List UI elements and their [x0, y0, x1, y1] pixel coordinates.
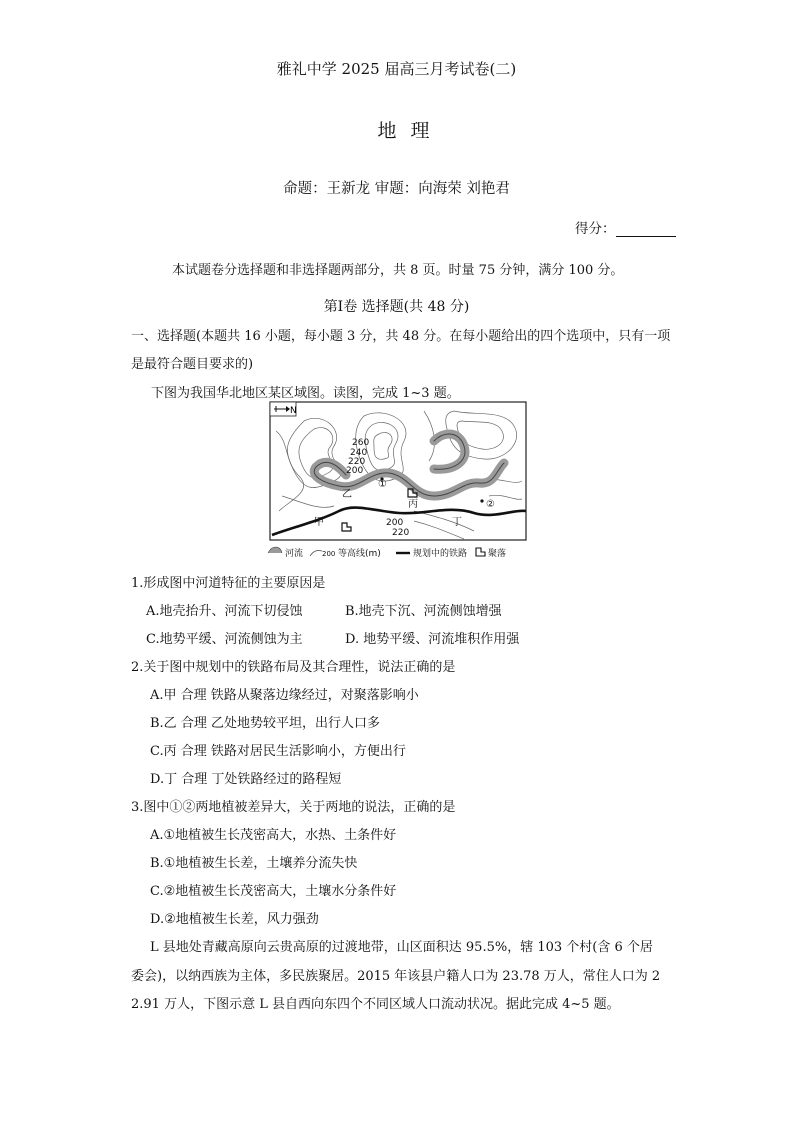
passage-line-3: 2.91 万人，下图示意 L 县自西向东四个不同区域人口流动状况。据此完成 4~5 题。: [131, 997, 620, 1012]
instructions-line-1: 一、选择题(本题共 16 小题，每小题 3 分，共 48 分。在每小题给出的四个选项中，只有一项: [131, 329, 671, 344]
exam-intro: 本试题卷分选择题和非选择题两部分，共 8 页。时量 75 分钟，满分 100 分。: [172, 263, 624, 278]
map-intro: 下图为我国华北地区某区域图。读图，完成 1~3 题。: [151, 386, 460, 401]
question-1-option-c[interactable]: C.地势平缓、河流侧蚀为主: [146, 632, 303, 647]
score-label: 得分：: [575, 221, 616, 237]
place-ding: 丁: [452, 517, 462, 528]
contour-label: 200: [386, 518, 404, 528]
contour-label: 200: [346, 466, 364, 476]
question-2-option-a[interactable]: A.甲 合理 铁路从聚落边缘经过，对聚落影响小: [150, 688, 419, 703]
passage-line-1: L 县地处青藏高原向云贵高原的过渡地带，山区面积达 95.5%，辖 103 个村(含 6 个居: [150, 940, 653, 955]
question-2-stem: 2.关于图中规划中的铁路布局及其合理性，说法正确的是: [131, 660, 456, 675]
question-1-option-d[interactable]: D. 地势平缓、河流堆积作用强: [345, 632, 520, 647]
question-2-option-c[interactable]: C.丙 合理 铁路对居民生活影响小，方便出行: [150, 744, 406, 759]
place-bing: 丙: [408, 499, 418, 510]
contour-label: 220: [392, 528, 410, 538]
score-blank: [616, 222, 676, 237]
score-field: [575, 217, 676, 237]
question-3-option-c[interactable]: C.②地植被生长茂密高大，土壤水分条件好: [150, 884, 397, 899]
topographic-map-figure: [264, 401, 532, 561]
topographic-map: [264, 401, 532, 561]
subject-title: 地理: [377, 120, 444, 142]
question-1-stem: 1.形成图中河道特征的主要原因是: [131, 576, 326, 591]
exam-title: 雅礼中学 2025 届高三月考试卷(二): [276, 60, 517, 78]
place-yi: 乙: [342, 489, 352, 500]
question-3-option-a[interactable]: A.①地植被生长茂密高大，水热、土条件好: [150, 828, 397, 843]
place-1: ①: [378, 479, 387, 490]
contour-label: 260: [352, 438, 370, 448]
question-3-option-b[interactable]: B.①地植被生长差，土壤养分流失快: [150, 856, 358, 871]
map-legend: [268, 547, 506, 559]
place-2: ②: [486, 499, 495, 510]
legend-railway: 规划中的铁路: [413, 549, 468, 559]
question-2-option-d[interactable]: D.丁 合理 丁处铁路经过的路程短: [150, 772, 342, 787]
settlement-legend-icon: [476, 548, 485, 556]
legend-settlement: 聚落: [488, 549, 507, 559]
section-title: 第Ⅰ卷 选择题(共 48 分): [323, 299, 470, 315]
legend-contour: 等高线(m): [338, 549, 381, 559]
question-1-option-b[interactable]: B.地壳下沉、河流侧蚀增强: [345, 604, 502, 619]
question-3-stem: 3.图中①②两地植被差异大，关于两地的说法，正确的是: [131, 800, 456, 815]
north-label: N: [290, 406, 297, 416]
legend-contour-value: 200: [322, 550, 336, 558]
point-marker: [480, 499, 483, 502]
contour-label: 220: [348, 457, 366, 467]
contour-label: 240: [350, 448, 368, 458]
river-legend-icon: [268, 547, 282, 553]
place-jia: 甲: [314, 517, 324, 528]
contour-legend-icon: [310, 551, 322, 556]
question-2-option-b[interactable]: B.乙 合理 乙处地势较平坦，出行人口多: [150, 716, 380, 731]
question-3-option-d[interactable]: D.②地植被生长差，风力强劲: [150, 912, 319, 927]
authors-line: 命题：王新龙 审题：向海荣 刘艳君: [283, 181, 510, 197]
legend-river: 河流: [285, 549, 304, 559]
instructions-line-2: 是最符合题目要求的): [131, 357, 254, 372]
question-1-option-a[interactable]: A.地壳抬升、河流下切侵蚀: [146, 604, 303, 619]
passage-line-2: 委会)，以纳西族为主体，多民族聚居。2015 年该县户籍人口为 23.78 万人，常住人口为 2: [131, 969, 661, 984]
